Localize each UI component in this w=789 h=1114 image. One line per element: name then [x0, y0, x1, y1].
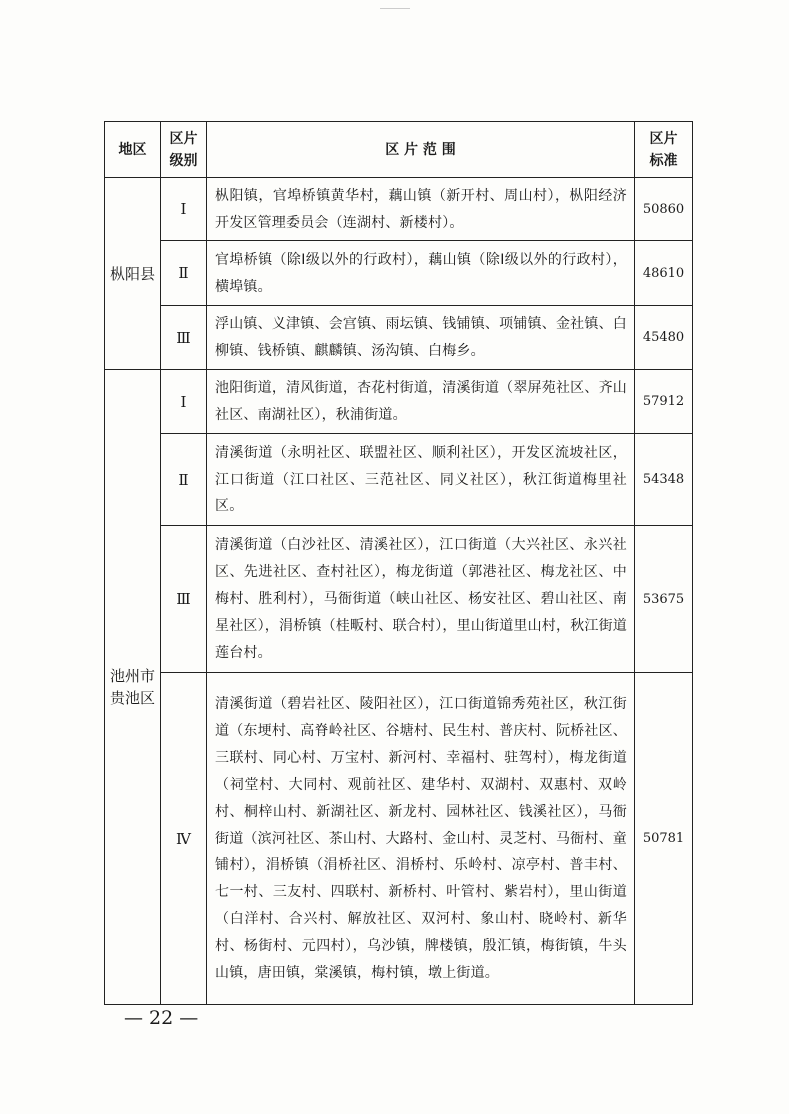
- table-row: [105, 526, 693, 673]
- table-row: [105, 241, 693, 306]
- standard-cell: 50781: [635, 673, 693, 1005]
- table-header-row: [105, 122, 693, 178]
- scope-cell: 清溪街道（白沙社区、清溪社区），江口街道（大兴社区、永兴社区、先进社区、查村社区），梅龙街道（郭港社区、梅龙社区、中梅村、胜利村），马衙街道（峡山社区、杨安社区、碧山社区、南星社区），涓桥镇（桂畈村、联合村），里山街道里山村，秋江街道莲台村。: [207, 526, 635, 673]
- table-row: [105, 370, 693, 434]
- grade-cell: Ⅰ: [161, 178, 207, 241]
- header-standard: 区片 标准: [635, 122, 693, 178]
- scope-cell: 池阳街道，清风街道，杏花村街道，清溪街道（翠屏苑社区、齐山社区、南湖社区），秋浦街道。: [207, 370, 635, 434]
- region-cell: 池州市 贵池区: [105, 370, 161, 1005]
- header-grade: 区片 级别: [161, 122, 207, 178]
- standard-cell: 45480: [635, 306, 693, 370]
- header-scope: 区 片 范 围: [207, 122, 635, 178]
- scope-cell: 枞阳镇，官埠桥镇黄华村，藕山镇（新开村、周山村），枞阳经济开发区管理委员会（连湖村、新楼村）。: [207, 178, 635, 241]
- land-price-zone-table: [104, 121, 693, 1005]
- table-row: [105, 178, 693, 241]
- grade-cell: Ⅱ: [161, 434, 207, 526]
- scope-cell: 官埠桥镇（除Ⅰ级以外的行政村），藕山镇（除Ⅰ级以外的行政村），横埠镇。: [207, 241, 635, 306]
- standard-cell: 54348: [635, 434, 693, 526]
- scope-cell: 清溪街道（碧岩社区、陵阳社区），江口街道锦秀苑社区，秋江街道（东埂村、高脊岭社区、谷塘村、民生村、普庆村、阮桥社区、三联村、同心村、万宝村、新河村、幸福村、驻驾村），梅龙街道（祠堂村、大同村、观前社区、建华村、双湖村、双惠村、双岭村、桐梓山村、新湖社区、新龙村、园林社区、钱溪社区），马衙街道（滨河社区、茶山村、大路村、金山村、灵芝村、马衙村、童铺村），涓桥镇（涓桥社区、涓桥村、乐岭村、凉亭村、普丰村、七一村、三友村、四联村、新桥村、叶管村、紫岩村），里山街道（白洋村、合兴村、解放社区、双河村、象山村、晓岭村、新华村、杨街村、元四村），乌沙镇，牌楼镇，殷汇镇，梅街镇，牛头山镇，唐田镇，棠溪镇，梅村镇，墩上街道。: [207, 673, 635, 1005]
- standard-cell: 50860: [635, 178, 693, 241]
- standard-cell: 53675: [635, 526, 693, 673]
- scan-mark: [380, 8, 410, 9]
- scope-cell: 清溪街道（永明社区、联盟社区、顺利社区），开发区流坡社区，江口街道（江口社区、三范社区、同义社区），秋江街道梅里社区。: [207, 434, 635, 526]
- region-cell: 枞阳县: [105, 178, 161, 370]
- header-region: 地区: [105, 122, 161, 178]
- grade-cell: Ⅲ: [161, 526, 207, 673]
- table-row: [105, 434, 693, 526]
- grade-cell: Ⅰ: [161, 370, 207, 434]
- grade-cell: Ⅱ: [161, 241, 207, 306]
- table-row: [105, 306, 693, 370]
- standard-cell: 48610: [635, 241, 693, 306]
- table-row: [105, 673, 693, 1005]
- grade-cell: Ⅲ: [161, 306, 207, 370]
- scope-cell: 浮山镇、义津镇、会宫镇、雨坛镇、钱铺镇、项铺镇、金社镇、白柳镇、钱桥镇、麒麟镇、汤沟镇、白梅乡。: [207, 306, 635, 370]
- grade-cell: Ⅳ: [161, 673, 207, 1005]
- standard-cell: 57912: [635, 370, 693, 434]
- page-number: — 22 —: [124, 1007, 199, 1029]
